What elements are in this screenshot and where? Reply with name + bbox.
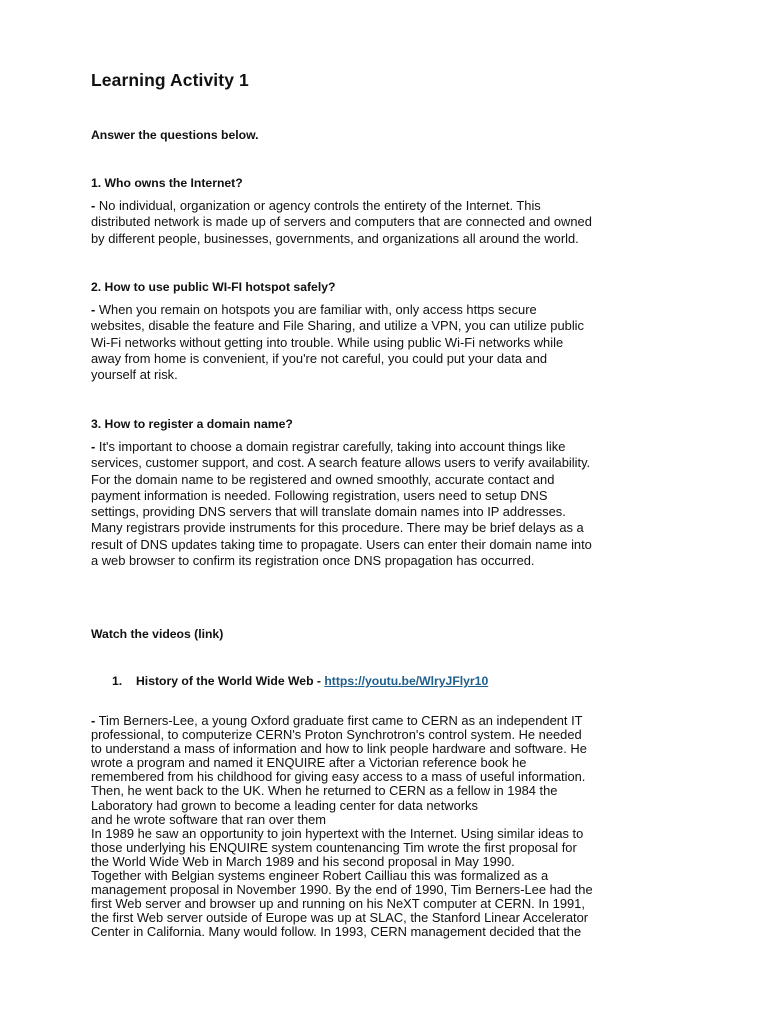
question-1-answer (91, 198, 691, 247)
question-3-heading: 3. How to register a domain name? (91, 417, 293, 431)
answer-text: When you remain on hotspots you are familiar with, only access https secure websites, disable the feature and File Sharing, and utilize a VPN, you can utilize public Wi-Fi networks without getting into trouble. While using public Wi-Fi networks while away from home is convenient, if you're not careful, you could put your data and yourself at risk. (91, 302, 584, 383)
answer-dash: - (91, 439, 96, 454)
answer-dash: - (91, 302, 96, 317)
video-title: History of the World Wide Web - (136, 674, 325, 688)
page-title: Learning Activity 1 (91, 70, 249, 90)
question-1-heading: 1. Who owns the Internet? (91, 176, 243, 190)
answer-text: No individual, organization or agency controls the entirety of the Internet. This distributed network is made up of servers and computers that are connected and owned by different people, businesses, governments, and organizations all around the world. (91, 198, 592, 246)
video-link[interactable]: https://youtu.be/WlryJFlyr10 (324, 674, 489, 688)
answer-dash: - (91, 198, 96, 213)
question-2-answer (91, 302, 691, 383)
history-dash: - (91, 713, 96, 728)
question-2-heading: 2. How to use public WI-FI hotspot safely? (91, 280, 336, 294)
instructions-heading: Answer the questions below. (91, 128, 259, 142)
answer-text: It's important to choose a domain registrar carefully, taking into account things like services, customer support, and cost. A search feature allows users to verify availability. For the domain name to be registered and owned smoothly, accurate contact and payment information is needed. Following registration, users need to setup DNS settings, providing DNS servers that will translate domain names into IP addresses. Many registrars provide instruments for this procedure. There may be brief delays as a result of DNS updates taking time to propagate. Users can enter their domain name into a web browser to confirm its registration once DNS propagation has occurred. (91, 439, 592, 569)
question-3-answer (91, 439, 691, 569)
list-number: 1. (112, 674, 123, 688)
history-text (91, 714, 711, 940)
video-list-item (112, 673, 488, 689)
history-body: Tim Berners-Lee, a young Oxford graduate first came to CERN as an independent IT professional, to computerize CERN's Proton Synchrotron's control system. He needed to understand a mass of information and how to link people hardware and software. He wrote a program and named it ENQUIRE after a Victorian reference book he remembered from his childhood for giving easy access to a mass of useful information. Then, he went back to the UK. When he returned to CERN as a fellow in 1984 the Laboratory had grown to become a leading center for data networks and he wrote software that ran over them In 1989 he saw an opportunity to join hypertext with the Internet. Using similar ideas to those underlying his ENQUIRE system countenancing Tim wrote the first proposal for the World Wide Web in March 1989 and his second proposal in May 1990. Together with Belgian systems engineer Robert Cailliau this was formalized as a management proposal in November 1990. By the end of 1990, Tim Berners-Lee had the first Web server and browser up and running on his NeXT computer at CERN. In 1991, the first Web server outside of Europe was up at SLAC, the Stanford Linear Accelerator Center in California. Many would follow. In 1993, CERN management decided that the (91, 713, 593, 940)
videos-heading: Watch the videos (link) (91, 627, 224, 641)
